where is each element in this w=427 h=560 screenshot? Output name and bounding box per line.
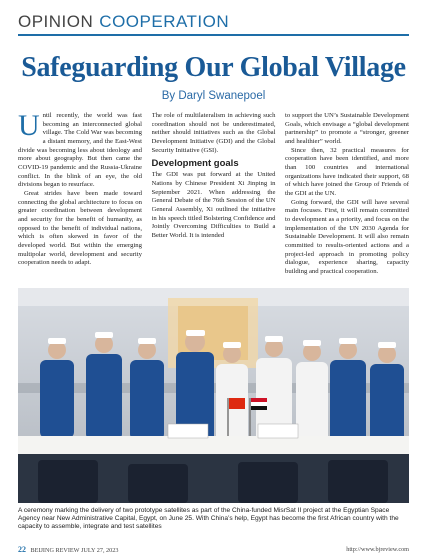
column-1 bbox=[18, 112, 142, 287]
section-label: OPINION bbox=[18, 12, 94, 31]
page-number: 22 bbox=[18, 545, 26, 554]
article-byline: By Daryl Swanepoel bbox=[161, 90, 266, 102]
ceremony-photo-illustration bbox=[18, 288, 409, 503]
footer-left bbox=[18, 545, 118, 554]
col1-paragraph-2: Great strides have been made toward connecting the global architecture to focus on greater coordination between development and security for the benefit of humanity, as opposed to the benefit of individual nations, which is often skewed in favor of the developed world. But within the emerging multipolar world, development and security cooperation needs to adapt. bbox=[18, 189, 142, 267]
col2-paragraph-1: The role of multilateralism in achieving such coordination should not be underestimated, neither should initiatives such as the Global Development Initiative (GDI) and the Global Security Initiative (GSI). bbox=[151, 112, 276, 154]
header-rule bbox=[18, 34, 409, 36]
section-header bbox=[18, 10, 409, 32]
subhead-development-goals: Development goals bbox=[151, 158, 239, 170]
website-link[interactable]: http://www.bjreview.com bbox=[346, 546, 409, 553]
col1-paragraph-1 bbox=[18, 112, 142, 190]
photo-caption: A ceremony marking the delivery of two prototype satellites as part of the China-funded MisrSat II project at the Egyptian Space Agency near New Administrative Capital, Egypt, on June 25. With China’s help, Egypt has become the first African country with the capacity to assemble, integrate and test satellites bbox=[18, 507, 399, 531]
ceremony-photo bbox=[18, 288, 409, 503]
page-footer bbox=[18, 545, 409, 554]
column-2 bbox=[152, 112, 276, 287]
col2-paragraph-2: The GDI was put forward at the United Nations by Chinese President Xi Jinping in September 2021. When addressing the General Debate of the 76th Session of the UN General Assembly, Xi outlined the initiative in his speech titled Bolstering Confidence and Jointly Overcoming Difficulties to Build a Better World. It is intended bbox=[151, 171, 276, 239]
column-3 bbox=[285, 112, 409, 287]
article-columns bbox=[18, 112, 409, 287]
article-title: Safeguarding Our Global Village bbox=[21, 52, 406, 83]
col3-paragraph-1: to support the UN’s Sustainable Development Goals, which envisage a “global development partnership” to promote a “stronger, greener and healthier” world. bbox=[285, 112, 409, 145]
issue-label: BEIJING REVIEW JULY 27, 2023 bbox=[30, 547, 119, 554]
col3-paragraph-3: Going forward, the GDI will have several main focuses. First, it will remain committed to development as a priority, and focus on the implementation of the UN 2030 Agenda for Sustainable Development. It will also remain committed to results-oriented actions and a project-led approach in promoting policy dialogue, experience sharing, capacity building and practical cooperation. bbox=[285, 198, 409, 275]
drop-cap: U bbox=[18, 112, 40, 142]
ceremony-table bbox=[18, 436, 409, 454]
col3-paragraph-2: Since then, 32 practical measures for cooperation have been identified, and more than 100 countries and international organizations have indicated their support, 68 of which have joined the Group of Friends of the GDI at the UN. bbox=[285, 146, 409, 197]
col1-paragraph-1-text: ntil recently, the world was fast becoming an interconnected global village. The Cold War was becoming a distant memory, and the East-West divide was becoming less about ideology and more about geography. But then came the COVID-19 pandemic and the Russia-Ukraine conflict. In the blink of an eye, the old divisions began to resurface. bbox=[18, 112, 142, 189]
subsection-label: COOPERATION bbox=[99, 12, 230, 31]
